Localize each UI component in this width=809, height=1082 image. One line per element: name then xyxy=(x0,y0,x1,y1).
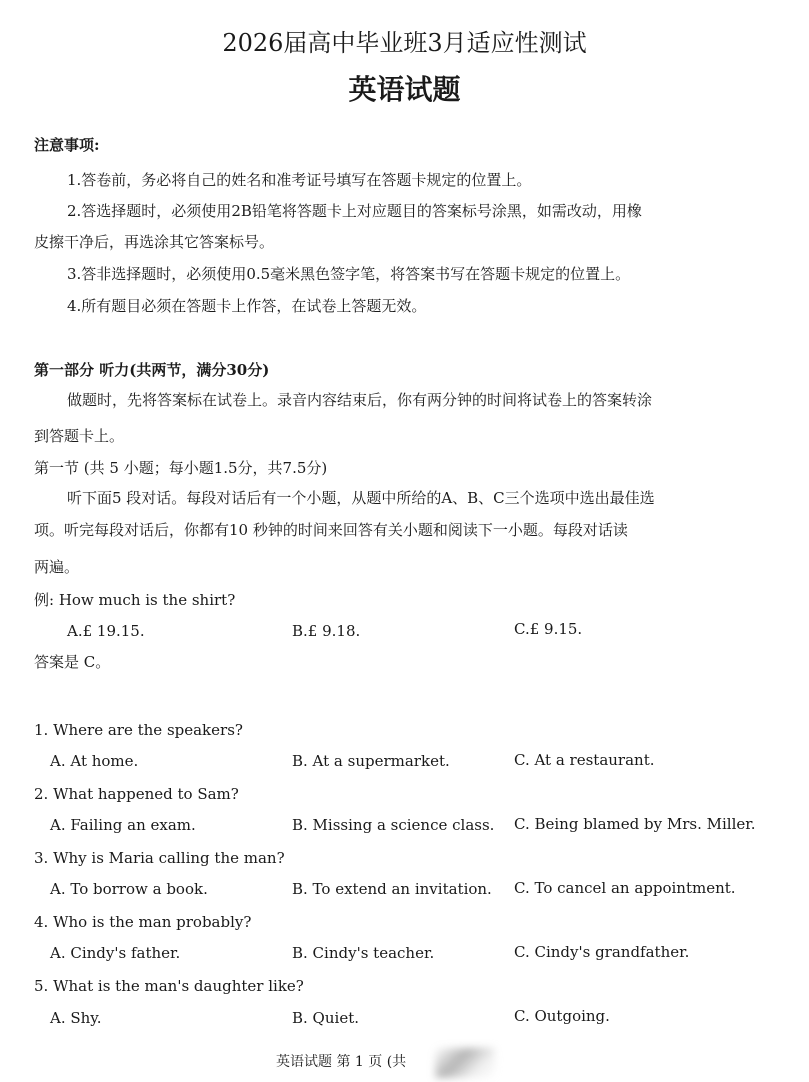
option-a: A. Cindy's father. xyxy=(50,944,181,962)
example-question: 例: How much is the shirt? xyxy=(34,591,236,609)
question-2: 2. What happened to Sam? xyxy=(34,785,239,803)
option-b: B. At a supermarket. xyxy=(292,752,450,770)
option-a: A. Failing an exam. xyxy=(50,816,196,834)
exam-subtitle: 英语试题 xyxy=(348,73,461,106)
section-instructions: 项。听完每段对话后，你都有10 秒钟的时间来回答有关小题和阅读下一小题。每段对话读 xyxy=(34,521,628,539)
example-option-c: C.£ 9.15. xyxy=(514,620,583,638)
part-heading: 第一部分 听力(共两节，满分30分) xyxy=(34,361,270,379)
example-answer: 答案是 C。 xyxy=(34,653,111,671)
option-b: B. Quiet. xyxy=(292,1009,359,1027)
section-instructions: 两遍。 xyxy=(34,558,80,576)
example-option-b: B.£ 9.18. xyxy=(292,622,361,640)
notice-item: 1.答卷前，务必将自己的姓名和准考证号填写在答题卡规定的位置上。 xyxy=(67,171,532,189)
exam-title: 2026届高中毕业班3月适应性测试 xyxy=(222,29,587,57)
notice-item: 皮擦干净后，再选涂其它答案标号。 xyxy=(34,233,275,251)
example-option-a: A.£ 19.15. xyxy=(67,622,145,640)
part-intro: 做题时，先将答案标在试卷上。录音内容结束后，你有两分钟的时间将试卷上的答案转涂 xyxy=(67,391,653,409)
section-instructions: 听下面5 段对话。每段对话后有一个小题，从题中所给的A、B、C三个选项中选出最佳选 xyxy=(67,489,655,507)
question-5: 5. What is the man's daughter like? xyxy=(34,977,304,995)
option-c: C. Cindy's grandfather. xyxy=(514,943,690,961)
question-3: 3. Why is Maria calling the man? xyxy=(34,849,285,867)
question-4: 4. Who is the man probably? xyxy=(34,913,252,931)
option-c: C. At a restaurant. xyxy=(514,751,655,769)
notice-item: 2.答选择题时，必须使用2B铅笔将答题卡上对应题目的答案标号涂黑，如需改动，用橡 xyxy=(67,202,642,220)
notice-item: 3.答非选择题时，必须使用0.5毫米黑色签字笔，将答案书写在答题卡规定的位置上。 xyxy=(67,265,631,283)
option-c: C. Outgoing. xyxy=(514,1007,610,1025)
option-b: B. Cindy's teacher. xyxy=(292,944,435,962)
page-footer: 英语试题 第 1 页 (共 xyxy=(276,1054,407,1070)
option-b: B. To extend an invitation. xyxy=(292,880,492,898)
question-1: 1. Where are the speakers? xyxy=(34,721,243,739)
option-b: B. Missing a science class. xyxy=(292,816,495,834)
option-a: A. To borrow a book. xyxy=(50,880,208,898)
option-c: C. To cancel an appointment. xyxy=(514,879,736,897)
notice-heading: 注意事项: xyxy=(34,136,100,154)
notice-item: 4.所有题目必须在答题卡上作答，在试卷上答题无效。 xyxy=(67,297,427,315)
option-c: C. Being blamed by Mrs. Miller. xyxy=(514,815,756,833)
section-heading: 第一节 (共 5 小题；每小题1.5分，共7.5分) xyxy=(34,459,328,477)
part-intro: 到答题卡上。 xyxy=(34,427,125,445)
option-a: A. Shy. xyxy=(50,1009,102,1027)
page-curl-shadow xyxy=(435,1048,495,1078)
option-a: A. At home. xyxy=(50,752,139,770)
